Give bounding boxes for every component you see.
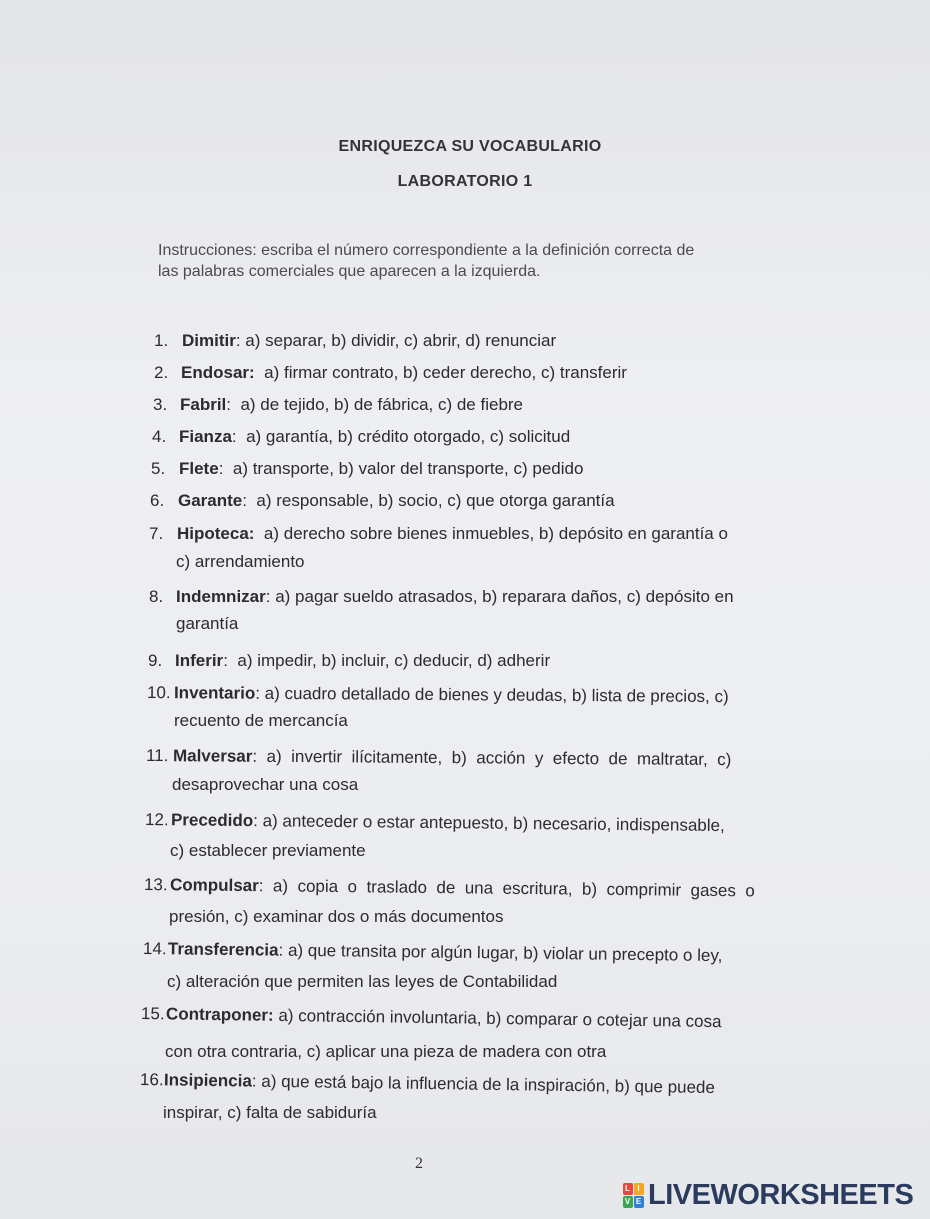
item-definition-continuation: con otra contraria, c) aplicar una pieza de madera con otra [165,1042,607,1061]
item-separator [255,363,264,382]
item-term: Precedido [170,810,254,831]
liveworksheets-watermark [622,1178,913,1212]
item-separator: : [278,940,289,960]
item-definition: a) copia o traslado de una escritura, b) comprimir gases o [272,876,755,901]
item-number: 9. [148,651,163,670]
item-number: 14. [142,939,167,959]
item-number: 3. [153,395,168,414]
item-term: Hipoteca: [177,524,255,543]
item-definition: a) anteceder o estar antepuesto, b) necesario, indispensable, [262,811,725,836]
item-number: 7. [149,524,164,543]
item-number: 15. [140,1004,165,1024]
item-definition: a) responsable, b) socio, c) que otorga garantía [256,491,615,510]
item-definition-continuation: recuento de mercancía [174,711,348,730]
item-definition: a) de tejido, b) de fábrica, c) de fiebre [240,395,524,414]
item-number: 5. [151,459,166,478]
item-definition: a) transporte, b) valor del transporte, c) pedido [232,459,584,478]
instructions-line: las palabras comerciales que aparecen a la izquierda. [158,263,541,280]
item-number: 12. [144,810,169,830]
logo-tile: V [623,1196,633,1208]
item-definition: a) contracción involuntaria, b) comparar o cotejar una cosa [278,1005,722,1032]
item-term: Garante [178,491,243,510]
document-subtitle: LABORATORIO 1 [397,173,533,190]
vocab-item [154,357,627,388]
item-number: 11. [145,746,169,766]
item-definition-continuation: inspirar, c) falta de sabiduría [163,1103,377,1122]
item-separator: : [265,587,276,606]
page-number: 2 [415,1155,423,1172]
vocab-item [153,389,523,420]
item-separator: : [251,1071,262,1091]
item-separator: : [226,395,241,414]
item-number: 16. [139,1070,164,1090]
item-definition: a) impedir, b) incluir, c) deducir, d) adherir [237,651,551,670]
vocab-item [150,485,615,516]
vocab-item [145,804,725,841]
item-definition: a) que transita por algún lugar, b) violar un precepto o ley, [287,940,723,966]
vocab-item [148,645,550,676]
item-number: 6. [150,491,165,510]
item-definition-continuation: c) establecer previamente [170,841,366,860]
vocab-item [152,421,570,452]
vocab-item [143,933,723,971]
item-definition: a) invertir ilícitamente, b) acción y efecto de maltratar, c) [266,746,732,770]
item-term: Transferencia [167,939,279,960]
vocab-item [149,581,734,612]
item-definition-continuation: desaprovechar una cosa [172,775,359,794]
item-definition: a) firmar contrato, b) ceder derecho, c) transferir [264,363,627,382]
liveworksheets-logo-icon [622,1182,644,1208]
item-definition-continuation: c) alteración que permiten las leyes de Contabilidad [167,972,558,991]
item-definition-continuation: presión, c) examinar dos o más documentos [169,907,504,926]
vocab-item [141,998,722,1037]
vocab-item [154,325,556,356]
item-separator: : [252,746,267,766]
item-number: 13. [143,875,168,895]
item-term: Malversar [172,746,253,766]
item-definition: a) cuadro detallado de bienes y deudas, b) lista de precios, c) [264,683,729,707]
item-term: Contraponer: [165,1004,274,1025]
vocab-item [144,869,755,906]
item-number: 4. [152,427,167,446]
item-number: 2. [154,363,169,382]
item-separator: : [242,491,257,510]
item-term: Flete [179,459,219,478]
item-term: Insipiencia [163,1070,252,1091]
vocab-item [146,740,732,775]
logo-tile: I [634,1183,644,1195]
item-definition: a) derecho sobre bienes inmuebles, b) depósito en garantía o [263,524,728,543]
item-term: Endosar: [181,363,255,382]
logo-tile: E [634,1196,644,1208]
item-number: 10. [146,683,171,703]
instructions-line: Instrucciones: escriba el número correspondiente a la definición correcta de [158,242,695,259]
item-definition-continuation: c) arrendamiento [176,552,305,571]
item-separator: : [258,876,274,896]
item-term: Dimitir [182,331,236,350]
logo-tile: L [623,1183,633,1195]
item-term: Fabril [180,395,227,414]
item-definition: a) pagar sueldo atrasados, b) reparara daños, c) depósito en [275,587,734,606]
document-title: ENRIQUEZCA SU VOCABULARIO [338,138,602,155]
item-separator: : [235,331,246,350]
item-term: Fianza [179,427,232,446]
vocab-item [151,453,583,484]
item-definition: a) separar, b) dividir, c) abrir, d) renunciar [245,331,557,350]
item-separator: : [255,683,265,703]
item-term: Inventario [173,683,256,703]
vocab-item [140,1064,715,1103]
item-separator: : [231,427,247,446]
item-separator: : [218,459,233,478]
item-number: 8. [149,587,164,606]
item-term: Inferir [175,651,224,670]
item-separator: : [253,811,263,831]
item-term: Compulsar [169,875,259,896]
item-definition: a) garantía, b) crédito otorgado, c) solicitud [246,427,571,446]
watermark-text: LIVEWORKSHEETS [648,1178,914,1211]
item-definition: a) que está bajo la influencia de la inspiración, b) que puede [261,1071,716,1098]
item-number: 1. [154,331,169,350]
item-separator: : [223,651,238,670]
item-separator [254,524,263,543]
vocab-item [147,677,729,712]
item-definition-continuation: garantía [176,614,239,633]
vocab-item [149,518,728,549]
item-term: Indemnizar [176,587,266,606]
